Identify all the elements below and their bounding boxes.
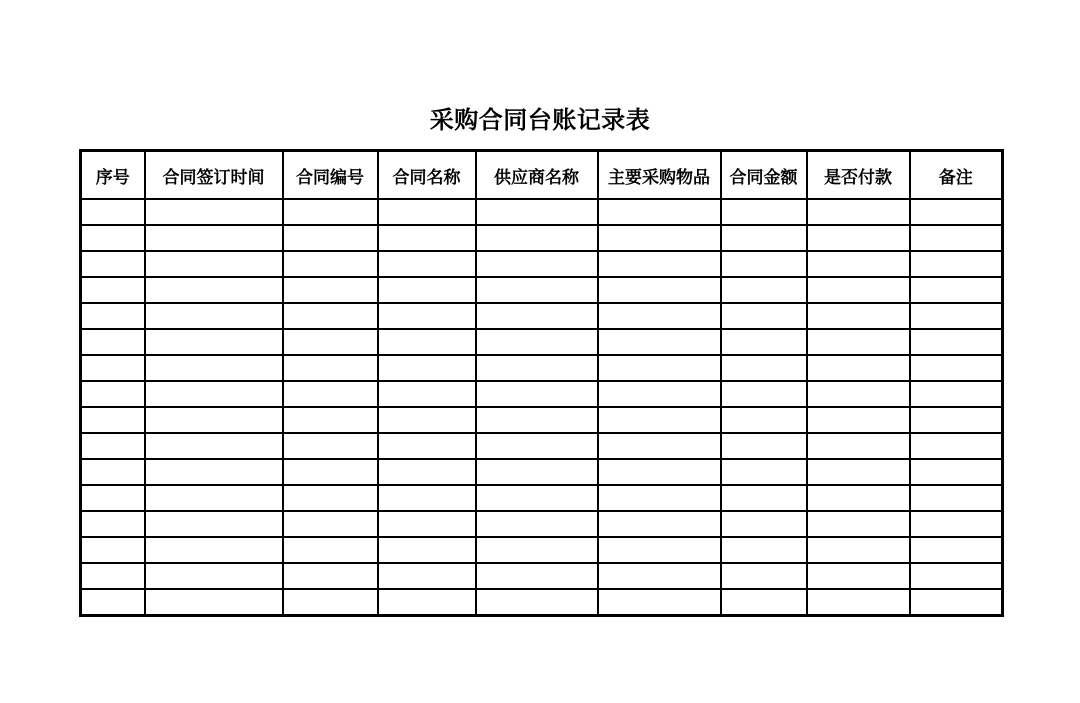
table-cell[interactable]: [476, 537, 598, 563]
table-cell[interactable]: [378, 381, 476, 407]
table-cell[interactable]: [476, 277, 598, 303]
table-cell[interactable]: [145, 381, 283, 407]
table-cell[interactable]: [81, 485, 145, 511]
table-cell[interactable]: [910, 225, 1003, 251]
table-cell[interactable]: [378, 303, 476, 329]
table-cell[interactable]: [721, 225, 807, 251]
table-cell[interactable]: [910, 589, 1003, 616]
table-cell[interactable]: [476, 459, 598, 485]
table-cell[interactable]: [476, 329, 598, 355]
table-cell[interactable]: [283, 251, 378, 277]
table-cell[interactable]: [283, 303, 378, 329]
table-cell[interactable]: [598, 303, 721, 329]
table-cell[interactable]: [807, 589, 910, 616]
table-cell[interactable]: [598, 433, 721, 459]
table-cell[interactable]: [283, 537, 378, 563]
table-row: [81, 485, 1003, 511]
table-cell[interactable]: [721, 329, 807, 355]
document-title: 采购合同台账记录表: [429, 106, 651, 134]
table-cell[interactable]: [145, 355, 283, 381]
table-cell[interactable]: [378, 485, 476, 511]
table-cell[interactable]: [598, 407, 721, 433]
table-cell[interactable]: [598, 485, 721, 511]
table-cell[interactable]: [721, 199, 807, 225]
table-cell[interactable]: [81, 225, 145, 251]
table-cell[interactable]: [807, 355, 910, 381]
table-cell[interactable]: [910, 459, 1003, 485]
table-cell[interactable]: [476, 381, 598, 407]
table-cell[interactable]: [721, 511, 807, 537]
table-cell[interactable]: [378, 251, 476, 277]
table-row: [81, 537, 1003, 563]
table-cell[interactable]: [81, 563, 145, 589]
table-cell[interactable]: [910, 381, 1003, 407]
table-cell[interactable]: [378, 329, 476, 355]
table-cell[interactable]: [721, 251, 807, 277]
table-cell[interactable]: [378, 355, 476, 381]
table-cell[interactable]: [145, 459, 283, 485]
column-header-serial: 序号: [81, 151, 145, 200]
table-cell[interactable]: [807, 381, 910, 407]
contract-ledger-table: [79, 149, 1004, 617]
table-cell[interactable]: [283, 511, 378, 537]
table-cell[interactable]: [807, 485, 910, 511]
table-cell[interactable]: [81, 329, 145, 355]
table-cell[interactable]: [81, 459, 145, 485]
table-cell[interactable]: [283, 329, 378, 355]
table-cell[interactable]: [476, 303, 598, 329]
table-row: [81, 251, 1003, 277]
table-cell[interactable]: [378, 459, 476, 485]
table-cell[interactable]: [283, 199, 378, 225]
table-cell[interactable]: [145, 511, 283, 537]
table-cell[interactable]: [598, 225, 721, 251]
table-cell[interactable]: [721, 459, 807, 485]
table-cell[interactable]: [910, 329, 1003, 355]
table-cell[interactable]: [598, 381, 721, 407]
table-cell[interactable]: [283, 407, 378, 433]
table-row: [81, 225, 1003, 251]
table-cell[interactable]: [145, 589, 283, 616]
table-cell[interactable]: [378, 407, 476, 433]
column-header-supplier-name: 供应商名称: [476, 151, 598, 200]
table-cell[interactable]: [145, 329, 283, 355]
table-cell[interactable]: [81, 303, 145, 329]
table-cell[interactable]: [721, 433, 807, 459]
column-header-contract-number: 合同编号: [283, 151, 378, 200]
column-header-remarks: 备注: [910, 151, 1003, 200]
column-header-contract-amount: 合同金额: [721, 151, 807, 200]
column-header-payment-status: 是否付款: [807, 151, 910, 200]
table-cell[interactable]: [910, 303, 1003, 329]
table-row: [81, 511, 1003, 537]
table-cell[interactable]: [145, 225, 283, 251]
table-row: [81, 459, 1003, 485]
table-cell[interactable]: [81, 355, 145, 381]
table-cell[interactable]: [145, 407, 283, 433]
table-cell[interactable]: [145, 485, 283, 511]
table-cell[interactable]: [283, 459, 378, 485]
table-cell[interactable]: [721, 355, 807, 381]
table-cell[interactable]: [476, 589, 598, 616]
table-cell[interactable]: [910, 537, 1003, 563]
column-header-main-items: 主要采购物品: [598, 151, 721, 200]
table-cell[interactable]: [721, 277, 807, 303]
table-cell[interactable]: [598, 355, 721, 381]
table-cell[interactable]: [476, 251, 598, 277]
table-cell[interactable]: [807, 511, 910, 537]
table-cell[interactable]: [81, 277, 145, 303]
column-header-contract-name: 合同名称: [378, 151, 476, 200]
table-cell[interactable]: [145, 537, 283, 563]
table-cell[interactable]: [476, 355, 598, 381]
table-row: [81, 329, 1003, 355]
table-cell[interactable]: [283, 225, 378, 251]
table-cell[interactable]: [283, 485, 378, 511]
table-cell[interactable]: [378, 563, 476, 589]
table-cell[interactable]: [598, 589, 721, 616]
table-cell[interactable]: [145, 251, 283, 277]
table-cell[interactable]: [283, 563, 378, 589]
table-cell[interactable]: [598, 563, 721, 589]
table-row: [81, 355, 1003, 381]
table-cell[interactable]: [81, 511, 145, 537]
table-cell[interactable]: [283, 433, 378, 459]
table-cell[interactable]: [145, 277, 283, 303]
table-cell[interactable]: [807, 251, 910, 277]
table-header-row: [81, 151, 1003, 200]
table-cell[interactable]: [476, 407, 598, 433]
table-cell[interactable]: [598, 537, 721, 563]
table-cell[interactable]: [378, 433, 476, 459]
table-cell[interactable]: [807, 277, 910, 303]
table-cell[interactable]: [807, 407, 910, 433]
table-cell[interactable]: [598, 511, 721, 537]
table-cell[interactable]: [721, 303, 807, 329]
table-cell[interactable]: [598, 459, 721, 485]
table-row: [81, 433, 1003, 459]
table-cell[interactable]: [378, 277, 476, 303]
table-row: [81, 277, 1003, 303]
table-cell[interactable]: [476, 563, 598, 589]
table-row: [81, 589, 1003, 616]
table-cell[interactable]: [807, 199, 910, 225]
table-cell[interactable]: [910, 277, 1003, 303]
table-cell[interactable]: [721, 563, 807, 589]
table-cell[interactable]: [476, 433, 598, 459]
table-cell[interactable]: [807, 459, 910, 485]
table-cell[interactable]: [378, 589, 476, 616]
table-cell[interactable]: [81, 407, 145, 433]
table-cell[interactable]: [145, 563, 283, 589]
table-cell[interactable]: [807, 563, 910, 589]
table-cell[interactable]: [910, 485, 1003, 511]
table-cell[interactable]: [598, 277, 721, 303]
table-cell[interactable]: [807, 433, 910, 459]
table-cell[interactable]: [145, 433, 283, 459]
table-cell[interactable]: [476, 511, 598, 537]
table-cell[interactable]: [476, 485, 598, 511]
table-cell[interactable]: [807, 225, 910, 251]
table-cell[interactable]: [378, 199, 476, 225]
table-row: [81, 303, 1003, 329]
table-cell[interactable]: [81, 381, 145, 407]
table-cell[interactable]: [910, 199, 1003, 225]
table-cell[interactable]: [721, 589, 807, 616]
table-cell[interactable]: [910, 355, 1003, 381]
table-cell[interactable]: [910, 251, 1003, 277]
table-cell[interactable]: [910, 433, 1003, 459]
table-cell[interactable]: [81, 433, 145, 459]
table-cell[interactable]: [807, 303, 910, 329]
table-cell[interactable]: [283, 277, 378, 303]
column-header-sign-date: 合同签订时间: [145, 151, 283, 200]
table-cell[interactable]: [81, 199, 145, 225]
table-row: [81, 199, 1003, 225]
table-row: [81, 407, 1003, 433]
table-cell[interactable]: [721, 485, 807, 511]
table-cell[interactable]: [721, 407, 807, 433]
table-row: [81, 381, 1003, 407]
table-cell[interactable]: [145, 303, 283, 329]
table-cell[interactable]: [378, 511, 476, 537]
table-cell[interactable]: [598, 199, 721, 225]
table-cell[interactable]: [81, 251, 145, 277]
table-cell[interactable]: [598, 329, 721, 355]
table-cell[interactable]: [81, 537, 145, 563]
table-cell[interactable]: [910, 511, 1003, 537]
table-cell[interactable]: [476, 225, 598, 251]
table-cell[interactable]: [910, 407, 1003, 433]
table-cell[interactable]: [283, 589, 378, 616]
table-cell[interactable]: [807, 329, 910, 355]
table-cell[interactable]: [476, 199, 598, 225]
table-cell[interactable]: [378, 537, 476, 563]
table-body: [81, 199, 1003, 616]
table-cell[interactable]: [283, 381, 378, 407]
table-cell[interactable]: [81, 589, 145, 616]
table-cell[interactable]: [910, 563, 1003, 589]
table-cell[interactable]: [721, 381, 807, 407]
table-cell[interactable]: [378, 225, 476, 251]
table-cell[interactable]: [807, 537, 910, 563]
table-cell[interactable]: [598, 251, 721, 277]
table-cell[interactable]: [283, 355, 378, 381]
table-cell[interactable]: [721, 537, 807, 563]
table-row: [81, 563, 1003, 589]
table-cell[interactable]: [145, 199, 283, 225]
